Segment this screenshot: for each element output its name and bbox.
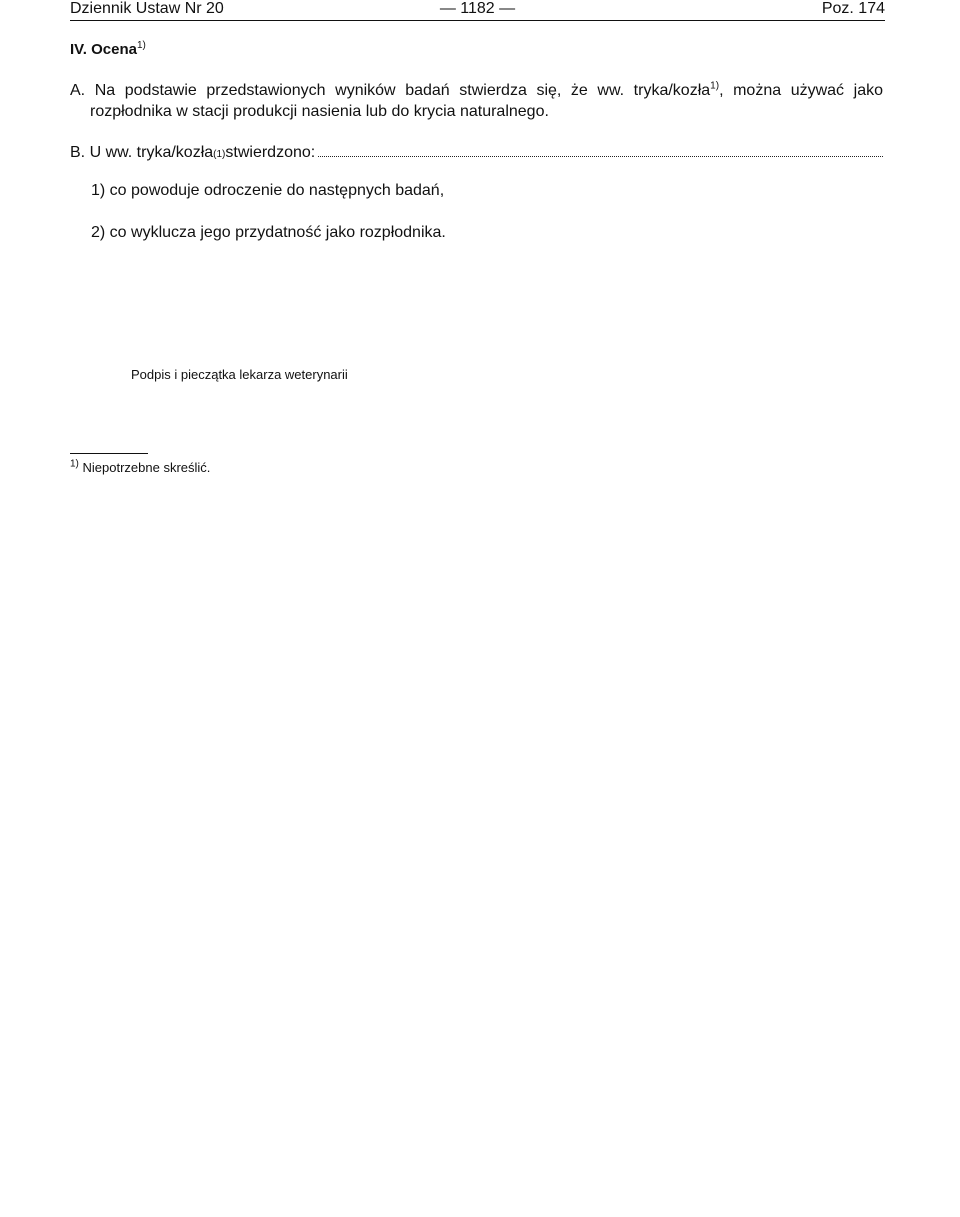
section-title-text: IV. Ocena — [70, 41, 137, 58]
journal-title: Dziennik Ustaw Nr 20 — [70, 0, 224, 17]
paragraph-b: B. U ww. tryka/kozła (1) stwierdzono: — [70, 142, 883, 163]
list-item: 2) co wyklucza jego przydatność jako rozpłodnika. — [91, 224, 446, 241]
paragraph-a — [70, 80, 883, 122]
footnote-text: Niepotrzebne skreślić. — [78, 460, 211, 475]
list-item: 1) co powoduje odroczenie do następnych badań, — [91, 182, 445, 199]
paragraph-b-text-1: B. U ww. tryka/kozła — [70, 144, 214, 161]
paragraph-a-text-1: A. Na podstawie przedstawionych wyników badań stwierdza się, że ww. tryka/kozła — [70, 82, 711, 99]
position-number: Poz. 174 — [821, 0, 885, 17]
footnote — [70, 460, 210, 475]
section-title — [70, 41, 146, 58]
signature-label: Podpis i pieczątka lekarza weterynarii — [131, 367, 348, 382]
paragraph-b-text-2: stwierdzono: — [225, 144, 316, 161]
page-number: — 1182 — — [439, 0, 516, 17]
footnote-rule — [70, 453, 148, 454]
fill-in-dotted-line — [318, 142, 883, 157]
footnote-marker: 1) — [70, 458, 79, 470]
paragraph-a-text-2: , można używać jako rozpłodnika w stacji produkcji nasienia lub do krycia naturalnego. — [90, 82, 883, 120]
paragraph-a-footnote-ref: 1) — [710, 80, 720, 92]
section-title-footnote-ref: 1) — [137, 40, 146, 51]
header-rule — [70, 20, 885, 21]
